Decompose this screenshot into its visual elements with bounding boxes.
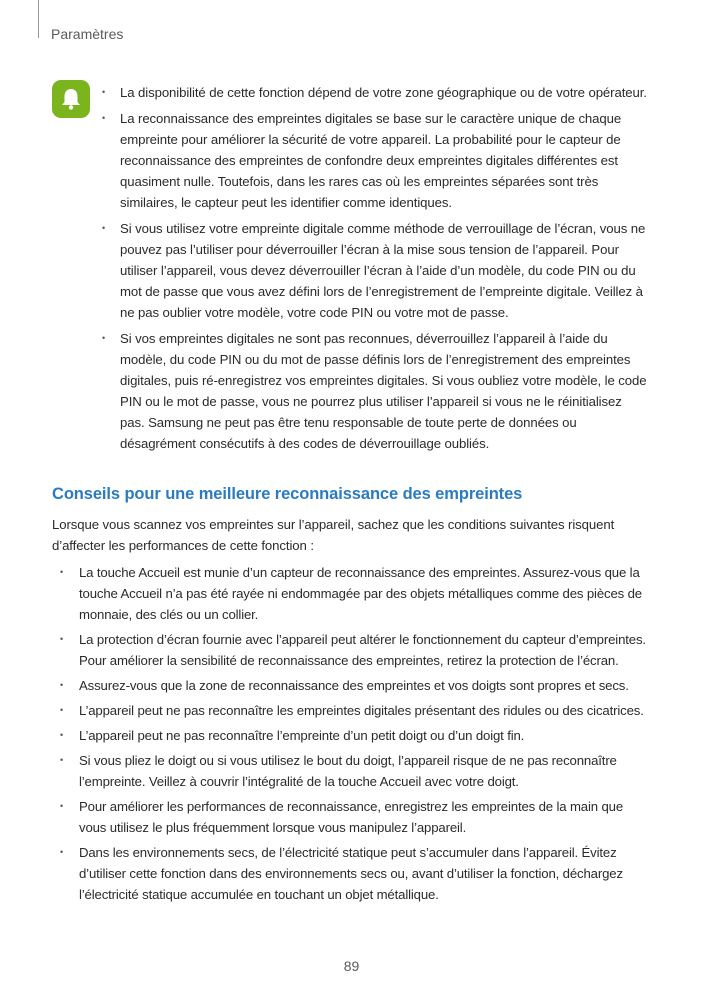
tip-item: • L’appareil peut ne pas reconnaître l’empreinte d’un petit doigt ou d’un doigt fin. (60, 725, 650, 746)
note-item: • Si vous utilisez votre empreinte digitale comme méthode de verrouillage de l’écran, vous ne pouvez pas l’utiliser pour déverrouiller l’écran à la mise sous tension de l’appareil. Pour utiliser l’appareil, vous devez déverrouiller l’écran à l’aide d’un modèle, du code PIN ou du mot de passe que vous avez défini lors de l’enregistrement de l’empreinte digitale. Veillez à ne pas oublier votre modèle, votre code PIN ou votre mot de passe. (100, 218, 648, 323)
tip-item: • La touche Accueil est munie d’un capteur de reconnaissance des empreintes. Assurez-vous que la touche Accueil n’a pas été rayée ni endommagée par des objets métalliques comme des pièces de monnaie, des clés ou un collier. (60, 562, 650, 625)
note-item: • La disponibilité de cette fonction dépend de votre zone géographique ou de votre opérateur. (100, 82, 648, 103)
tip-item: • Assurez-vous que la zone de reconnaissance des empreintes et vos doigts sont propres et secs. (60, 675, 650, 696)
tip-item: • La protection d’écran fournie avec l’appareil peut altérer le fonctionnement du capteur d’empreintes. Pour améliorer la sensibilité de reconnaissance des empreintes, retirez la protection de l’écran. (60, 629, 650, 671)
tip-item: • Pour améliorer les performances de reconnaissance, enregistrez les empreintes de la main que vous utilisez le plus fréquemment lorsque vous manipulez l’appareil. (60, 796, 650, 838)
page-header-section: Paramètres (51, 26, 124, 42)
margin-rule (38, 0, 39, 38)
note-item: • Si vos empreintes digitales ne sont pas reconnues, déverrouillez l’appareil à l’aide du modèle, du code PIN ou du mot de passe définis lors de l’enregistrement des empreintes digitales, puis ré-enregistrez vos empreintes digitales. Si vous oubliez votre modèle, le code PIN ou le mot de passe, vous ne pourrez plus utiliser l’appareil si vous ne le réinitialisez pas. Samsung ne peut pas être tenu responsable de toute perte de données ou désagrément consécutifs à des codes de déverrouillage oubliés. (100, 328, 648, 454)
note-item: • La reconnaissance des empreintes digitales se base sur le caractère unique de chaque empreinte pour améliorer la sécurité de votre appareil. La probabilité pour le capteur de reconnaissance des empreintes de confondre deux empreintes digitales différentes est quasiment nulle. Toutefois, dans les rares cas où les empreintes séparées sont très similaires, le capteur peut les identifier comme identiques. (100, 108, 648, 213)
tip-item: • Dans les environnements secs, de l’électricité statique peut s’accumuler dans l’appareil. Évitez d’utiliser cette fonction dans des environnements secs ou, avant d’utiliser la fonction, déchargez l’électricité statique accumulée en touchant un objet métallique. (60, 842, 650, 905)
section-intro: Lorsque vous scannez vos empreintes sur l’appareil, sachez que les conditions suivantes risquent d’affecter les performances de cette fonction : (52, 517, 615, 553)
tip-item: • Si vous pliez le doigt ou si vous utilisez le bout du doigt, l’appareil risque de ne pas reconnaître l’empreinte. Veillez à couvrir l’intégralité de la touche Accueil avec votre doigt. (60, 750, 650, 792)
tips-list (60, 562, 650, 909)
section-title: Conseils pour une meilleure reconnaissance des empreintes (52, 485, 523, 503)
bell-icon (52, 80, 90, 118)
tip-item: • L’appareil peut ne pas reconnaître les empreintes digitales présentant des ridules ou des cicatrices. (60, 700, 650, 721)
note-list (100, 82, 648, 459)
page-number: 89 (343, 958, 360, 974)
